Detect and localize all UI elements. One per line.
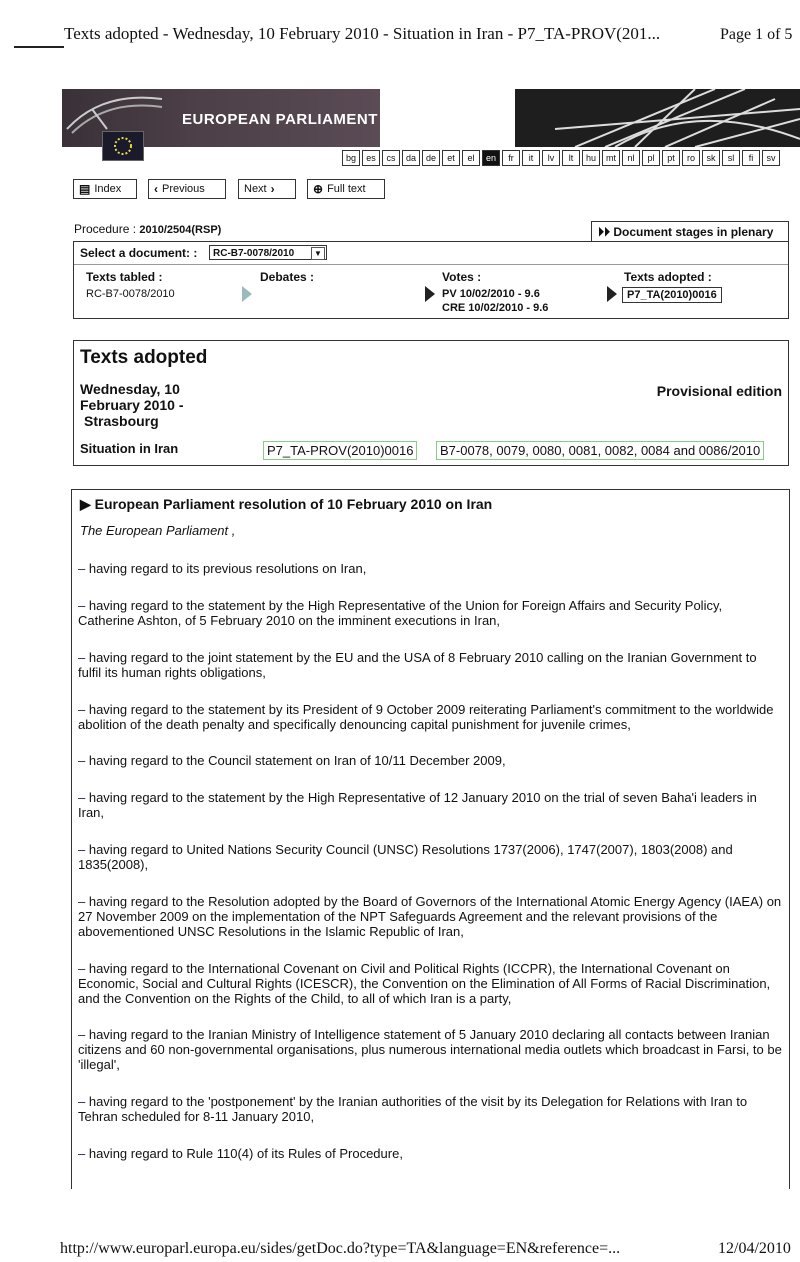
citation-item bbox=[78, 842, 782, 872]
language-fr[interactable]: fr bbox=[502, 150, 520, 166]
language-sl[interactable]: sl bbox=[722, 150, 740, 166]
print-footer-date: 12/04/2010 bbox=[718, 1240, 791, 1257]
citation-dash: – bbox=[78, 842, 89, 857]
citation-dash: – bbox=[78, 1146, 89, 1161]
citation-item bbox=[78, 1094, 782, 1124]
citation-dash: – bbox=[78, 753, 89, 768]
index-icon: ▤ bbox=[79, 182, 91, 196]
next-button[interactable] bbox=[238, 179, 296, 199]
citation-dash: – bbox=[78, 1027, 89, 1042]
citation-text: having regard to the statement by the High Representative of 12 January 2010 on the trial of seven Baha'i leaders in Iran, bbox=[78, 790, 757, 820]
scan-mark bbox=[14, 46, 64, 48]
subject-title: Situation in Iran bbox=[80, 441, 179, 456]
citation-item bbox=[78, 702, 782, 732]
resolution-title-row bbox=[80, 496, 492, 513]
votes-heading: Votes : bbox=[442, 270, 482, 284]
language-sv[interactable]: sv bbox=[762, 150, 780, 166]
document-stages-label: Document stages in plenary bbox=[613, 225, 774, 239]
texts-tabled-heading: Texts tabled : bbox=[86, 270, 163, 284]
votes-cre-link[interactable]: CRE 10/02/2010 - 9.6 bbox=[442, 302, 549, 314]
print-page-number: Page 1 of 5 bbox=[720, 26, 793, 43]
language-el[interactable]: el bbox=[462, 150, 480, 166]
votes-arrow-icon bbox=[425, 286, 435, 302]
edition-label: Provisional edition bbox=[656, 383, 782, 399]
citation-dash: – bbox=[78, 894, 89, 909]
language-lt[interactable]: lt bbox=[562, 150, 580, 166]
language-bg[interactable]: bg bbox=[342, 150, 360, 166]
reference-number: P7_TA-PROV(2010)0016 bbox=[263, 441, 417, 460]
citation-dash: – bbox=[78, 561, 89, 576]
debates-arrow-icon bbox=[242, 286, 252, 302]
previous-label: Previous bbox=[162, 183, 205, 195]
sitting-place: Strasbourg bbox=[84, 413, 159, 429]
print-header-title: Texts adopted - Wednesday, 10 February 2010 - Situation in Iran - P7_TA-PROV(201... bbox=[64, 24, 661, 43]
language-de[interactable]: de bbox=[422, 150, 440, 166]
document-stages-button[interactable] bbox=[591, 221, 789, 241]
triangle-right-icon: ▶ bbox=[80, 496, 91, 512]
citation-item bbox=[78, 561, 782, 576]
eu-flag-icon bbox=[102, 131, 144, 161]
language-ro[interactable]: ro bbox=[682, 150, 700, 166]
citation-text: having regard to Rule 110(4) of its Rules of Procedure, bbox=[88, 1146, 403, 1161]
language-et[interactable]: et bbox=[442, 150, 460, 166]
citation-text: having regard to the statement by the High Representative of the Union for Foreign Affairs and Security Policy, Catherine Ashton, of 5 February 2010 on the imminent executions in Iran, bbox=[78, 598, 723, 628]
full-text-button[interactable] bbox=[307, 179, 385, 199]
index-label: Index bbox=[94, 183, 122, 195]
citation-item bbox=[78, 790, 782, 820]
document-select[interactable] bbox=[209, 245, 327, 260]
double-arrow-icon: ⏵⏵ bbox=[598, 225, 611, 239]
index-button[interactable] bbox=[73, 179, 137, 199]
banner-lines-icon bbox=[515, 89, 800, 147]
citation-item bbox=[78, 961, 782, 1006]
texts-adopted-title: Texts adopted bbox=[80, 347, 208, 368]
citation-dash: – bbox=[78, 961, 89, 976]
banner-decoration bbox=[515, 89, 800, 147]
procedure-label: Procedure : bbox=[74, 222, 137, 236]
language-pt[interactable]: pt bbox=[662, 150, 680, 166]
citation-text: having regard to United Nations Security Council (UNSC) Resolutions 1737(2006), 1747(2007), 1803(2008) and 1835(2008), bbox=[78, 842, 733, 872]
citation-text: having regard to the Iranian Ministry of Intelligence statement of 5 January 2010 declaring all contacts between Iranian citizens and 60 non-governmental organisations, plus numerous international media outlets which broadcast in Farsi, to be 'illegal', bbox=[78, 1027, 782, 1072]
language-da[interactable]: da bbox=[402, 150, 420, 166]
resolution-title: European Parliament resolution of 10 February 2010 on Iran bbox=[94, 496, 493, 512]
banner-title: EUROPEAN PARLIAMENT bbox=[182, 111, 378, 128]
sitting-date bbox=[80, 381, 220, 429]
texts-adopted-arrow-icon bbox=[607, 286, 617, 302]
plus-circle-icon: ⊕ bbox=[313, 182, 324, 196]
language-cs[interactable]: cs bbox=[382, 150, 400, 166]
texts-adopted-link[interactable]: P7_TA(2010)0016 bbox=[622, 287, 722, 303]
citation-text: having regard to its previous resolutions on Iran, bbox=[88, 561, 367, 576]
citation-text: having regard to the Council statement on Iran of 10/11 December 2009, bbox=[88, 753, 506, 768]
citation-text: having regard to the International Covenant on Civil and Political Rights (ICCPR), the International Covenant on Economic, Social and Cultural Rights (ICESCR), the Convention on the Elimination of All Forms of Racial Discrimination, and the Convention on the Rights of the Child, to all of which Iran is a party, bbox=[78, 961, 771, 1006]
resolution-panel bbox=[71, 489, 790, 1189]
citation-dash: – bbox=[78, 702, 89, 717]
debates-heading: Debates : bbox=[260, 270, 315, 284]
language-mt[interactable]: mt bbox=[602, 150, 620, 166]
citation-item bbox=[78, 598, 782, 628]
citation-text: having regard to the Resolution adopted by the Board of Governors of the International Atomic Energy Agency (IAEA) on 27 November 2009 on the implementation of the NPT Safeguards Agreement and the relevant provisions of the abovementioned UNSC Resolutions in the Islamic Republic of Iran, bbox=[78, 894, 782, 939]
language-nl[interactable]: nl bbox=[622, 150, 640, 166]
previous-button[interactable] bbox=[148, 179, 226, 199]
sitting-date-line2: February 2010 - bbox=[80, 397, 184, 413]
europarl-banner[interactable] bbox=[62, 89, 380, 147]
next-label: Next bbox=[244, 183, 267, 195]
chevron-left-icon: ‹ bbox=[154, 182, 158, 196]
votes-pv-link[interactable]: PV 10/02/2010 - 9.6 bbox=[442, 288, 540, 300]
resolution-intro: The European Parliament , bbox=[80, 523, 236, 538]
citation-item bbox=[78, 1027, 782, 1072]
citation-text: having regard to the statement by its President of 9 October 2009 reiterating Parliament's commitment to the worldwide abolition of the death penalty and specifically denouncing capital punishment for juvenile crimes, bbox=[78, 702, 774, 732]
full-text-label: Full text bbox=[327, 183, 366, 195]
texts-adopted-heading: Texts adopted : bbox=[624, 270, 712, 284]
citation-text: having regard to the 'postponement' by the Iranian authorities of the visit by its Delegation for Relations with Iran to Tehran scheduled for 8-11 January 2010, bbox=[78, 1094, 748, 1124]
language-hu[interactable]: hu bbox=[582, 150, 600, 166]
sitting-date-line1: Wednesday, 10 bbox=[80, 381, 180, 397]
document-stages-panel bbox=[73, 241, 789, 319]
related-documents: B7-0078, 0079, 0080, 0081, 0082, 0084 and 0086/2010 bbox=[436, 441, 764, 460]
dropdown-arrow-icon: ▼ bbox=[311, 247, 325, 260]
citation-dash: – bbox=[78, 650, 89, 665]
chevron-right-icon: › bbox=[270, 182, 275, 196]
citation-item bbox=[78, 1146, 782, 1161]
citation-item bbox=[78, 650, 782, 680]
language-pl[interactable]: pl bbox=[642, 150, 660, 166]
citation-dash: – bbox=[78, 1094, 89, 1109]
procedure-value: 2010/2504(RSP) bbox=[139, 224, 222, 236]
select-document-label: Select a document: : bbox=[80, 246, 198, 260]
citation-dash: – bbox=[78, 598, 89, 613]
language-en[interactable]: en bbox=[482, 150, 500, 166]
language-lv[interactable]: lv bbox=[542, 150, 560, 166]
print-footer-url: http://www.europarl.europa.eu/sides/getDoc.do?type=TA&language=EN&reference=... bbox=[60, 1240, 621, 1257]
citation-item bbox=[78, 894, 782, 939]
texts-tabled-link[interactable]: RC-B7-0078/2010 bbox=[86, 288, 175, 300]
citation-item bbox=[78, 753, 782, 768]
texts-adopted-box bbox=[73, 340, 789, 466]
document-select-value: RC-B7-0078/2010 bbox=[213, 248, 295, 259]
language-fi[interactable]: fi bbox=[742, 150, 760, 166]
language-bar bbox=[342, 150, 780, 166]
select-document-row bbox=[74, 242, 788, 265]
citation-dash: – bbox=[78, 790, 89, 805]
language-es[interactable]: es bbox=[362, 150, 380, 166]
language-it[interactable]: it bbox=[522, 150, 540, 166]
procedure-line bbox=[74, 222, 221, 236]
citation-text: having regard to the joint statement by the EU and the USA of 8 February 2010 calling on the Iranian Government to fulfil its human rights obligations, bbox=[78, 650, 757, 680]
language-sk[interactable]: sk bbox=[702, 150, 720, 166]
